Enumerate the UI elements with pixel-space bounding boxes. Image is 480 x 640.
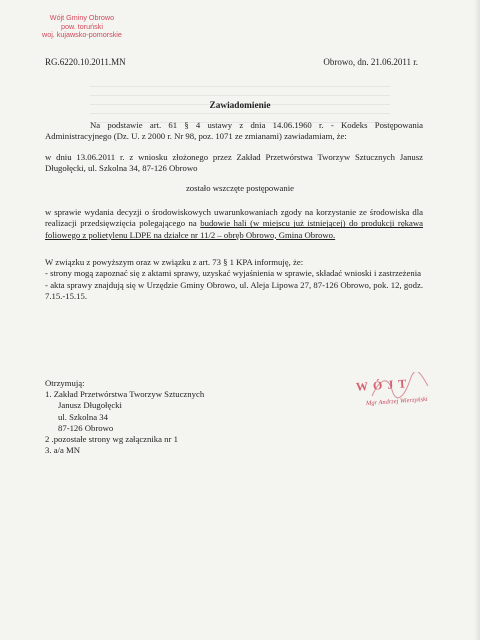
subject-underlined: budowie hali (w miejscu już istniejącej) do produkcji rękawa foliowego z polietylenu LDPE na działce nr 11/2 – obręb Obrowo, Gmina Obrowo. [45, 218, 424, 240]
recipient-item: 2 .pozostałe strony wg załącznika nr 1 [45, 434, 178, 445]
paragraph-information [45, 257, 423, 303]
recipient-item: 1. Zakład Przetwórstwa Tworzyw Sztucznych [45, 389, 205, 400]
bleed-through-text [200, 42, 202, 52]
recipients-list [45, 378, 204, 456]
subject-text: w sprawie wydania decyzji o środowiskowych uwarunkowaniach zgody na korzystanie ze środowiska dla realizacji przedsięwzięcia polegającego na [45, 207, 423, 229]
paragraph-application: w dniu 13.06.2011 r. z wniosku złożonego przez Zakład Przetwórstwa Tworzyw Sztucznych Janusz Długołęcki, ul. Szkolna 34, 87-126 Obrowo [45, 152, 423, 174]
place-date: Obrowo, dn. 21.06.2011 r. [323, 57, 418, 67]
reference-number: RG.6220.10.2011.MN [45, 57, 126, 67]
recipients-heading: Otrzymują: [45, 378, 85, 388]
recipient-detail: ul. Szkolna 34 [58, 411, 108, 422]
info-item: - akta sprawy znajdują się w Urzędzie Gminy Obrowo, ul. Aleja Lipowa 27, 87-126 Obrowo, pok. 12, godz. 7.15.-15.15. [45, 279, 423, 302]
signer-name: Mgr Andrzej Wierzyński [365, 395, 428, 408]
office-stamp [42, 14, 122, 40]
stamp-line: pow. toruński [60, 21, 103, 31]
paragraph-subject [45, 207, 423, 241]
document-title: Zawiadomienie [209, 101, 271, 111]
paragraph-legal-basis: Na podstawie art. 61 § 4 ustawy z dnia 14.06.1960 r. - Kodeks Postępowania Administracyjnego (Dz. U. z 2000 r. Nr 98, poz. 1071 ze zmianami) zawiadamiam, że: [45, 120, 423, 142]
recipient-detail: Janusz Długołęcki [58, 400, 122, 411]
official-seal: WÓJT [355, 376, 412, 394]
recipient-detail: 87-126 Obrowo [58, 422, 114, 433]
info-item: - strony mogą zapoznać się z aktami sprawy, uzyskać wyjaśnienia w sprawie, składać wnioski i zastrzeżenia [45, 268, 421, 279]
stamp-line: woj. kujawsko-pomorskie [42, 30, 122, 40]
page-edge-shadow [474, 0, 480, 640]
info-intro: W związku z powyższym oraz w związku z art. 73 § 1 KPA informuję, że: [45, 257, 304, 267]
stamp-line: Wójt Gminy Obrowo [49, 13, 115, 22]
paragraph-proceedings-started: zostało wszczęte postępowanie [185, 183, 295, 193]
recipient-item: 3. a/a MN [45, 445, 80, 456]
